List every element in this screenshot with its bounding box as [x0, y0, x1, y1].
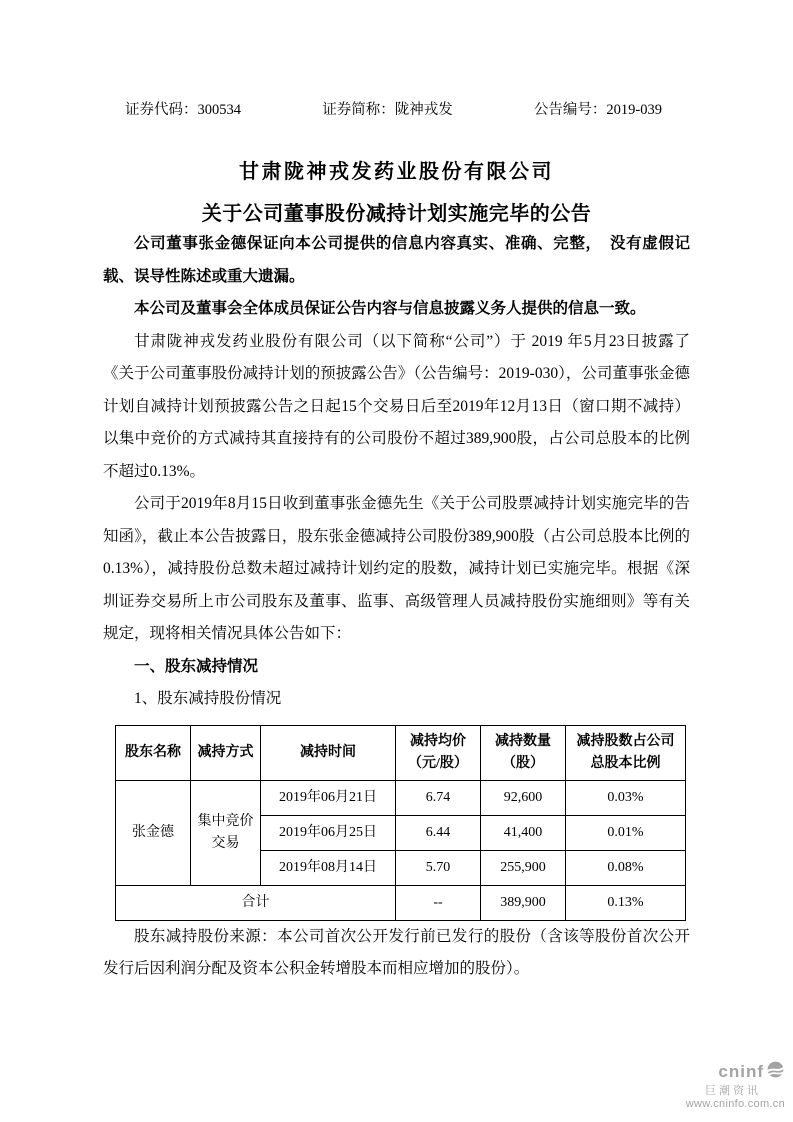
section-heading: 一、股东减持情况	[134, 657, 259, 675]
cell-quantity: 41,400	[481, 815, 566, 850]
cninfo-url-text: www.cninfo.com.cn	[685, 1098, 785, 1111]
body-paragraph-1: 甘肃陇神戎发药业股份有限公司（以下简称“公司”）于 2019 年5月23日披露了《关于公司董事股份减持计划的预披露公告》（公告编号：2019-030），公司董事张金德计划自减持计划预披露公告之日起15个交易日后至2019年12月13日（窗口期不减持）以集中竞价的方式减持其直接持有的公司股份不超过389,900股，占公司总股本的比例不超过0.13%。	[103, 332, 690, 480]
table-row	[116, 780, 686, 815]
cell-total-ratio: 0.13%	[566, 885, 686, 920]
cell-avg-price: 6.44	[396, 815, 481, 850]
company-title: 甘肃陇神戎发药业股份有限公司	[239, 161, 554, 183]
cell-avg-price: 5.70	[396, 850, 481, 885]
cell-ratio: 0.03%	[566, 780, 686, 815]
section-subheading: 1、股东减持股份情况	[134, 690, 282, 707]
col-header-avg-price: 减持均价（元/股）	[396, 725, 481, 780]
cninfo-globe-icon	[766, 1060, 785, 1085]
table-header-row	[116, 725, 686, 780]
cell-total-label: 合计	[116, 885, 396, 920]
col-header-date: 减持时间	[261, 725, 396, 780]
announcement-title: 关于公司董事股份减持计划实施完毕的公告	[201, 203, 592, 225]
table-total-row	[116, 885, 686, 920]
cninfo-watermark	[686, 1060, 785, 1113]
cell-date: 2019年06月21日	[261, 780, 396, 815]
cell-date: 2019年06月25日	[261, 815, 396, 850]
stock-code: 证券代码：300534	[125, 102, 241, 118]
cell-quantity: 92,600	[481, 780, 566, 815]
cell-ratio: 0.01%	[566, 815, 686, 850]
reduction-table	[115, 725, 686, 921]
cell-ratio: 0.08%	[566, 850, 686, 885]
announcement-no: 公告编号：2019-039	[533, 102, 662, 118]
disclaimer-paragraph-1: 公司董事张金德保证向本公司提供的信息内容真实、准确、完整， 没有虚假记载、误导性陈述或重大遗漏。	[103, 235, 690, 285]
stock-abbr: 证券简称：陇神戎发	[322, 102, 453, 118]
cell-total-quantity: 389,900	[481, 885, 566, 920]
cell-quantity: 255,900	[481, 850, 566, 885]
cninfo-brand-text: 巨潮资讯	[705, 1084, 761, 1097]
col-header-method: 减持方式	[191, 725, 261, 780]
body-paragraph-2: 公司于2019年8月15日收到董事张金德先生《关于公司股票减持计划实施完毕的告知函》，截止本公告披露日，股东张金德减持公司股份389,900股（占公司总股本比例的0.13%），减持股份总数未超过减持计划约定的股数，减持计划已实施完毕。根据《深圳证券交易所上市公司股东及董事、监事、高级管理人员减持股份实施细则》等有关规定，现将相关情况具体公告如下：	[103, 495, 690, 642]
col-header-quantity: 减持数量（股）	[481, 725, 566, 780]
doc-header	[103, 100, 690, 120]
col-header-ratio: 减持股数占公司总股本比例	[566, 725, 686, 780]
cell-date: 2019年08月14日	[261, 850, 396, 885]
cell-avg-price: 6.74	[396, 780, 481, 815]
share-source-note: 股东减持股份来源：本公司首次公开发行前已发行的股份（含该等股份首次公开发行后因利润分配及资本公积金转增股本而相应增加的股份）。	[103, 927, 690, 977]
cell-shareholder: 张金德	[116, 780, 191, 885]
cell-method: 集中竞价交易	[191, 780, 261, 885]
cell-total-avg-price: --	[396, 885, 481, 920]
document-content	[103, 228, 690, 986]
col-header-shareholder: 股东名称	[116, 725, 191, 780]
disclaimer-paragraph-2: 本公司及董事会全体成员保证公告内容与信息披露义务人提供的信息一致。	[134, 300, 646, 317]
cninfo-logo-text: cninf	[718, 1062, 764, 1082]
